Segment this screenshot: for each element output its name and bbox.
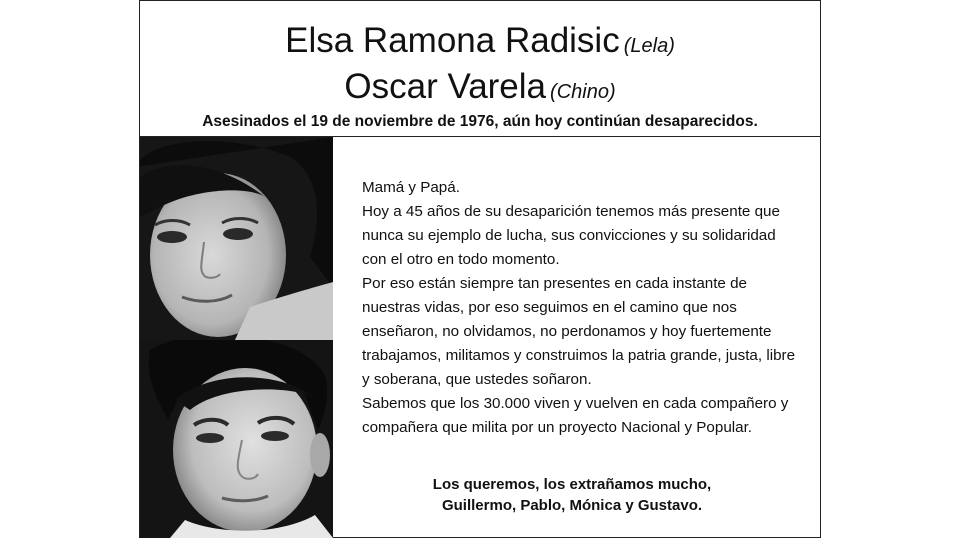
- letter-paragraph-1: Hoy a 45 años de su desaparición tenemos más presente que nunca su ejemplo de lucha, sus convicciones y su solidaridad con el otro en todo momento.: [362, 203, 780, 268]
- name-line-1: [140, 21, 820, 66]
- nickname-elsa: (Lela): [623, 35, 675, 57]
- letter-body: [362, 176, 798, 440]
- letter-paragraph-3: Sabemos que los 30.000 viven y vuelven en cada compañero y compañera que milita por un proyecto Nacional y Popular.: [362, 395, 789, 436]
- memorial-notice: [139, 0, 821, 538]
- letter-signoff: [362, 474, 782, 516]
- notice-subtitle: Asesinados el 19 de noviembre de 1976, aún hoy continúan desaparecidos.: [202, 113, 758, 130]
- photo-elsa: [140, 137, 333, 340]
- nickname-oscar: (Chino): [550, 81, 616, 103]
- photo-oscar: [140, 340, 333, 538]
- name-elsa: Elsa Ramona Radisic: [285, 21, 620, 60]
- name-oscar: Oscar Varela: [344, 67, 547, 106]
- signoff-line-1: Los queremos, los extrañamos mucho,: [432, 476, 712, 493]
- name-line-2: [140, 67, 820, 112]
- signoff-signers: Guillermo, Pablo, Mónica y Gustavo.: [441, 497, 703, 514]
- notice-header: [140, 0, 820, 137]
- letter-greeting: Mamá y Papá.: [362, 179, 460, 196]
- letter-paragraph-2: Por eso están siempre tan presentes en cada instante de nuestras vidas, por eso seguimos en el camino que nos enseñaron, no olvidamos, no perdonamos y hoy fuertemente trabajamos, militamos y construimos la patria grande, justa, libre y soberana, que ustedes soñaron.: [362, 275, 796, 388]
